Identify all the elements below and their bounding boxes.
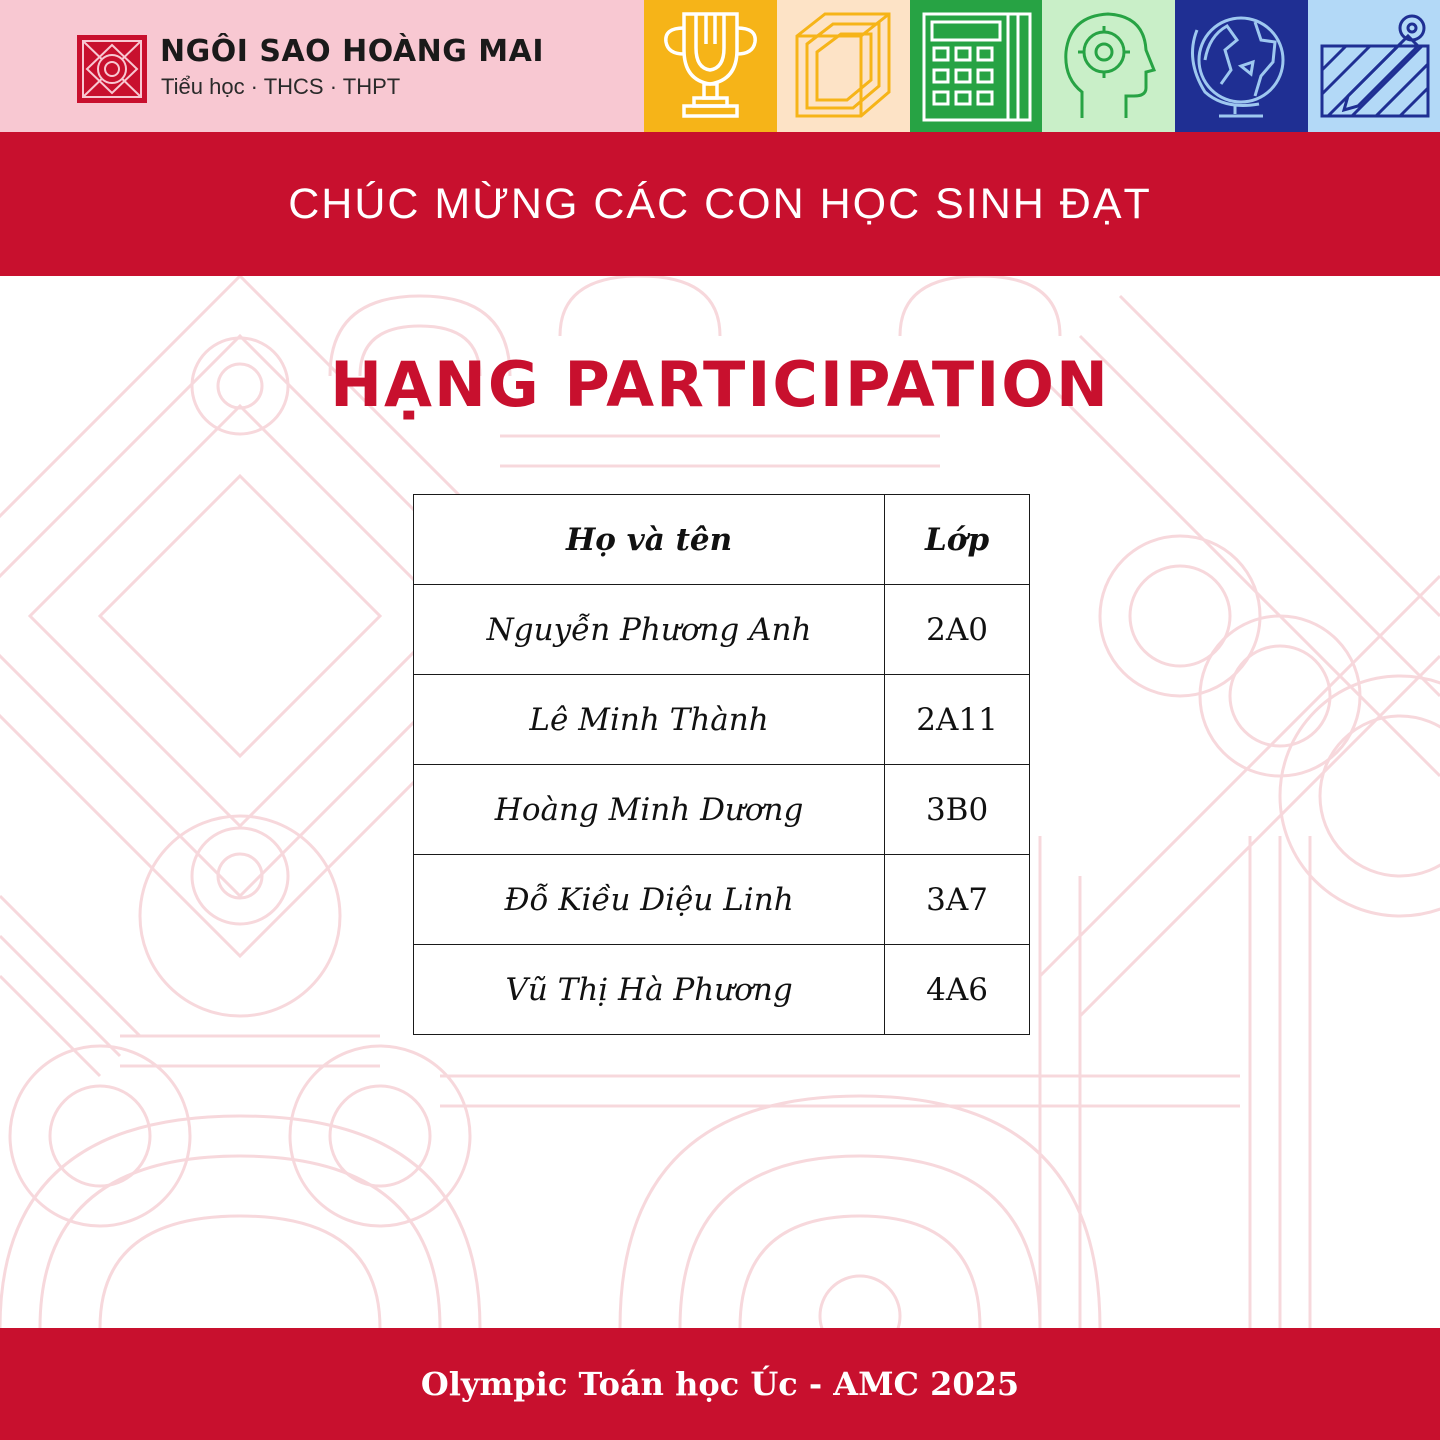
calculator-icon <box>910 0 1043 132</box>
results-table <box>413 494 1030 1035</box>
footer <box>0 1328 1440 1440</box>
student-class: 3B0 <box>885 765 1030 855</box>
cube-icon <box>777 0 910 132</box>
ruler-pencil-icon <box>1308 0 1440 132</box>
student-name: Vũ Thị Hà Phương <box>414 945 885 1035</box>
student-class: 2A0 <box>885 585 1030 675</box>
header-class: Lớp <box>885 495 1030 585</box>
student-name: Lê Minh Thành <box>414 675 885 765</box>
competition-name: Olympic Toán học Úc - AMC 2025 <box>420 1365 1020 1403</box>
student-class: 2A11 <box>885 675 1030 765</box>
student-name: Đỗ Kiều Diệu Linh <box>414 855 885 945</box>
congrats-banner <box>0 132 1440 276</box>
table-row <box>414 855 1030 945</box>
student-class: 4A6 <box>885 945 1030 1035</box>
student-name: Nguyễn Phương Anh <box>414 585 885 675</box>
school-logo-icon <box>77 35 147 103</box>
award-title: HẠNG PARTICIPATION <box>330 348 1110 421</box>
globe-icon <box>1175 0 1308 132</box>
student-name: Hoàng Minh Dương <box>414 765 885 855</box>
banner-text: CHÚC MỪNG CÁC CON HỌC SINH ĐẠT <box>288 179 1152 228</box>
school-levels: Tiểu học · THCS · THPT <box>161 74 401 99</box>
school-name: NGÔI SAO HOÀNG MAI <box>160 34 545 69</box>
table-row <box>414 945 1030 1035</box>
table-row <box>414 765 1030 855</box>
header <box>0 0 1440 132</box>
head-gear-icon <box>1042 0 1175 132</box>
table-row <box>414 675 1030 765</box>
table-header-row <box>414 495 1030 585</box>
trophy-icon <box>644 0 777 132</box>
header-name: Họ và tên <box>414 495 885 585</box>
student-class: 3A7 <box>885 855 1030 945</box>
table-row <box>414 585 1030 675</box>
